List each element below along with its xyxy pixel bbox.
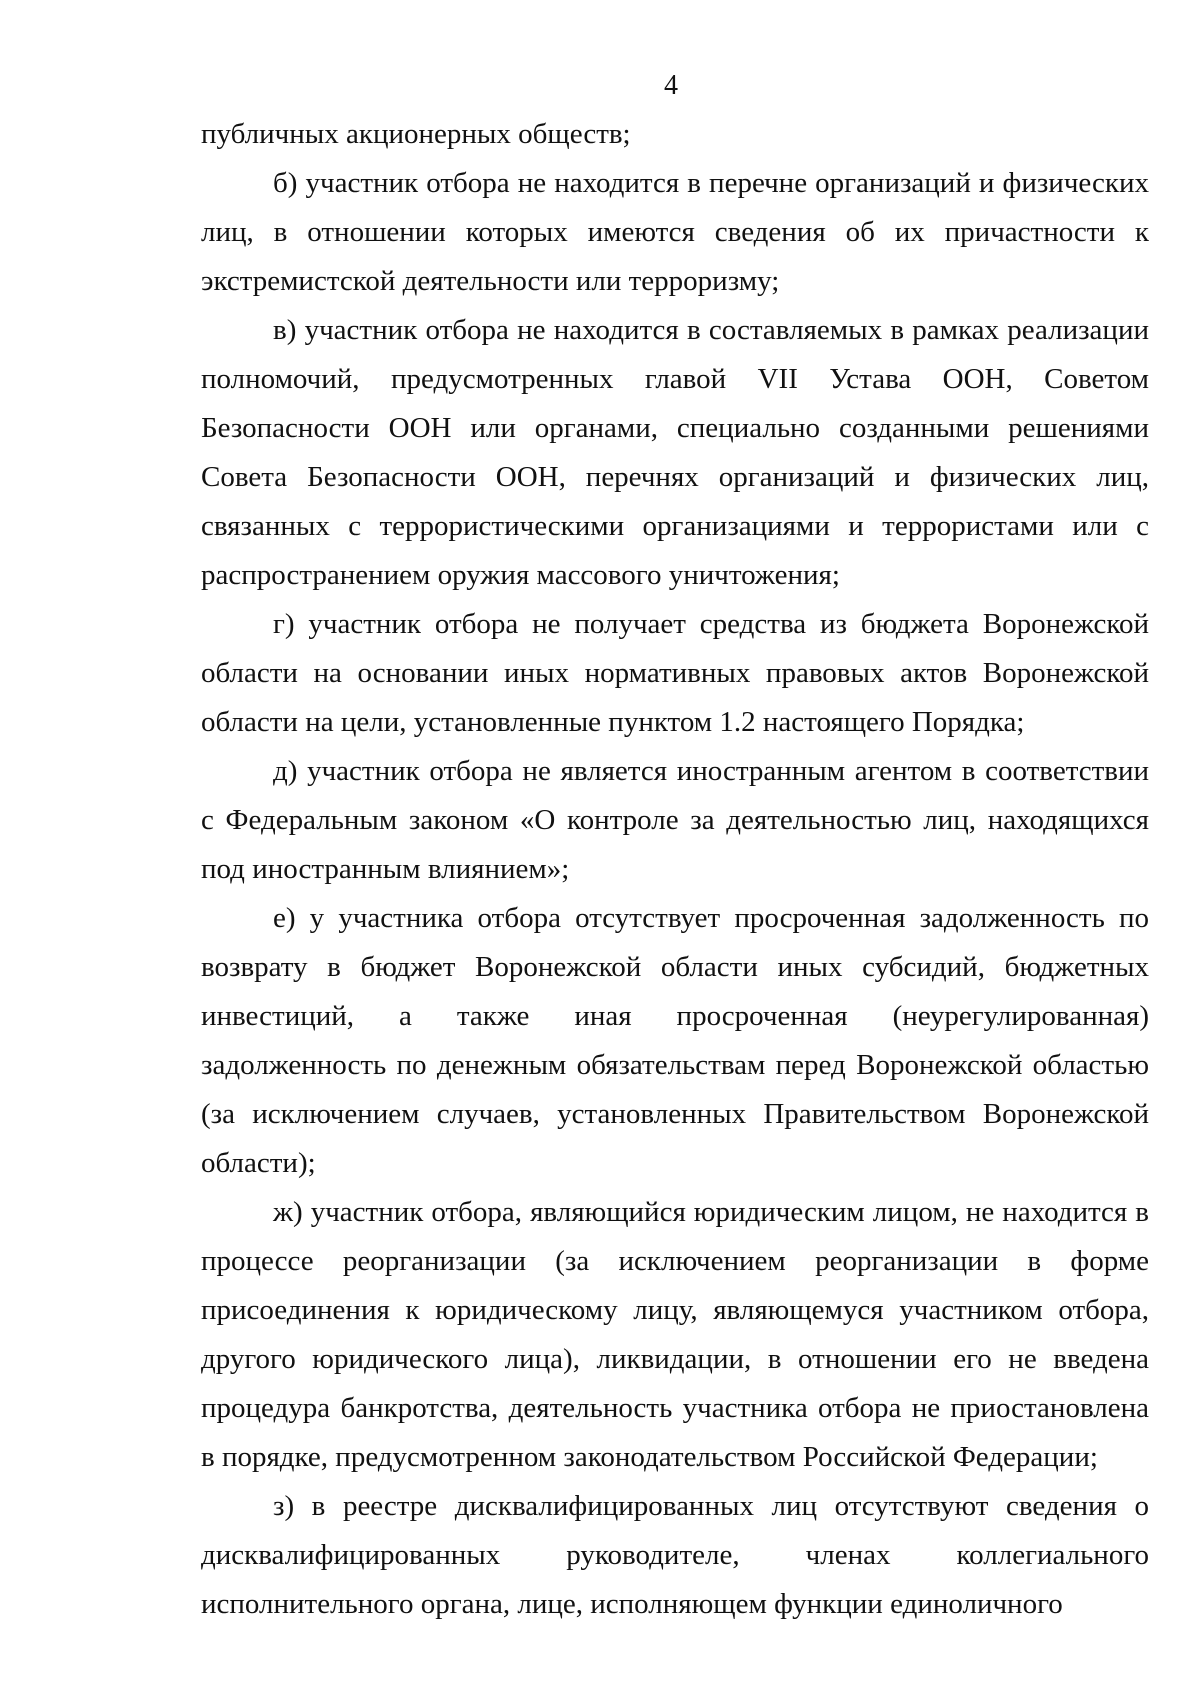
paragraph-continuation: публичных акционерных обществ;	[201, 118, 631, 150]
paragraph-item-b: б) участник отбора не находится в перечне организаций и физических лиц, в отношении которых имеются сведения об их причастности к экстремистской деятельности или терроризму;	[201, 167, 1149, 297]
paragraph-item-z: з) в реестре дисквалифицированных лиц отсутствуют сведения о дисквалифицированных руководителе, членах коллегиального исполнительного органа, лице, исполняющем функции единоличного	[201, 1490, 1149, 1620]
paragraph-item-d: д) участник отбора не является иностранным агентом в соответствии с Федеральным законом «О контроле за деятельностью лиц, находящихся под иностранным влиянием»;	[201, 755, 1149, 885]
paragraph-item-e: е) у участника отбора отсутствует просроченная задолженность по возврату в бюджет Воронежской области иных субсидий, бюджетных инвестиций, а также иная просроченная (неурегулированная) задолженность по денежным обязательствам перед Воронежской областью (за исключением случаев, установленных Правительством Воронежской области);	[201, 902, 1149, 1179]
body-text	[201, 110, 1149, 1629]
page-number: 4	[664, 70, 678, 101]
paragraph-item-g: г) участник отбора не получает средства из бюджета Воронежской области на основании иных нормативных правовых актов Воронежской области на цели, установленные пунктом 1.2 настоящего Порядка;	[201, 608, 1149, 738]
paragraph-item-v: в) участник отбора не находится в составляемых в рамках реализации полномочий, предусмотренных главой VII Устава ООН, Советом Безопасности ООН или органами, специально созданными решениями Совета Безопасности ООН, перечнях организаций и физических лиц, связанных с террористическими организациями и террористами или с распространением оружия массового уничтожения;	[201, 314, 1149, 591]
paragraph-item-zh: ж) участник отбора, являющийся юридическим лицом, не находится в процессе реорганизации (за исключением реорганизации в форме присоединения к юридическому лицу, являющемуся участником отбора, другого юридического лица), ликвидации, в отношении его не введена процедура банкротства, деятельность участника отбора не приостановлена в порядке, предусмотренном законодательством Российской Федерации;	[201, 1196, 1149, 1473]
